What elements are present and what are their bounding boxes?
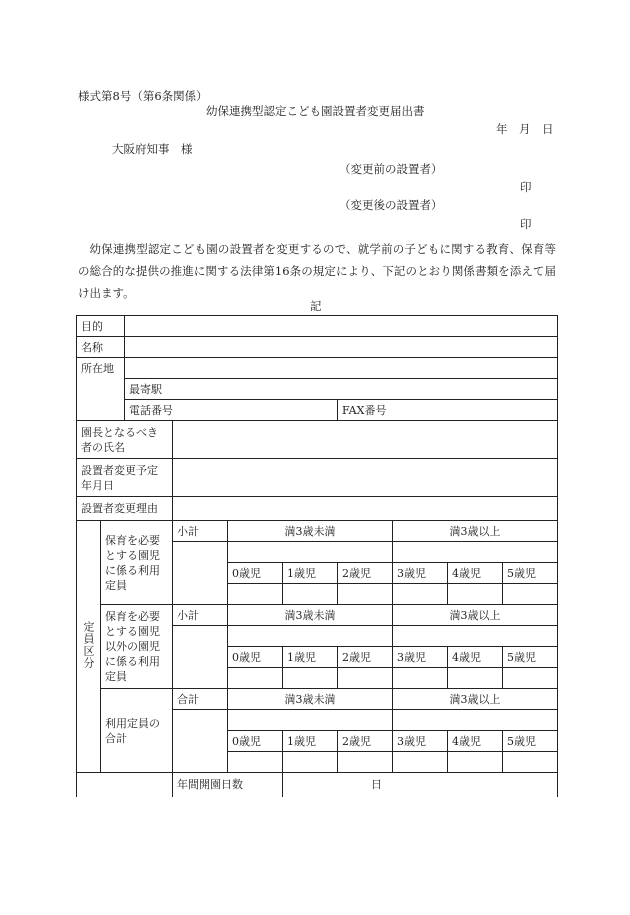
after-owner-label: （変更後の設置者） bbox=[339, 198, 443, 212]
over3-value[interactable] bbox=[393, 542, 558, 563]
age-value[interactable] bbox=[448, 752, 503, 773]
under3-value[interactable] bbox=[228, 626, 393, 647]
ki-label: 記 bbox=[310, 299, 322, 313]
open-days-field[interactable] bbox=[283, 773, 558, 797]
director-label: 園長となるべき者の氏名 bbox=[77, 421, 173, 459]
name-label: 名称 bbox=[77, 337, 125, 358]
fax-field[interactable]: FAX番号 bbox=[338, 400, 558, 421]
age0-header: 0歳児 bbox=[228, 731, 283, 752]
reason-field[interactable] bbox=[173, 497, 558, 521]
age-value[interactable] bbox=[503, 584, 558, 605]
age-value[interactable] bbox=[283, 668, 338, 689]
age3-header: 3歳児 bbox=[393, 731, 448, 752]
phone-field[interactable]: 電話番号 bbox=[125, 400, 338, 421]
addressee: 大阪府知事 様 bbox=[112, 142, 193, 156]
group2-label: 保育を必要とする園児以外の園児に係る利用定員 bbox=[101, 605, 173, 689]
age3-header: 3歳児 bbox=[393, 647, 448, 668]
reason-label: 設置者変更理由 bbox=[77, 497, 173, 521]
age-value[interactable] bbox=[393, 752, 448, 773]
age-value[interactable] bbox=[503, 752, 558, 773]
body-paragraph: 幼保連携型認定こども園の設置者を変更するので、就学前の子どもに関する教育、保育等の総合的な提供の推進に関する法律第16条の規定により、下記のとおり関係書類を添えて届け出ます。 bbox=[78, 242, 556, 300]
age2-header: 2歳児 bbox=[338, 647, 393, 668]
over3-value[interactable] bbox=[393, 626, 558, 647]
age-value[interactable] bbox=[393, 668, 448, 689]
under3-header: 満3歳未満 bbox=[228, 605, 393, 626]
age-value[interactable] bbox=[503, 668, 558, 689]
seal-mark: 印 bbox=[520, 180, 532, 194]
age-value[interactable] bbox=[283, 584, 338, 605]
capacity-category-label: 定員区分 bbox=[77, 521, 101, 773]
location-field[interactable] bbox=[125, 358, 558, 379]
age-value[interactable] bbox=[448, 668, 503, 689]
age-value[interactable] bbox=[448, 584, 503, 605]
director-field[interactable] bbox=[173, 421, 558, 459]
age0-header: 0歳児 bbox=[228, 563, 283, 584]
name-field[interactable] bbox=[125, 337, 558, 358]
age1-header: 1歳児 bbox=[283, 563, 338, 584]
age-value[interactable] bbox=[228, 752, 283, 773]
age4-header: 4歳児 bbox=[448, 731, 503, 752]
age2-header: 2歳児 bbox=[338, 731, 393, 752]
change-date-field[interactable] bbox=[173, 459, 558, 497]
total-value[interactable] bbox=[173, 710, 228, 773]
over3-header: 満3歳以上 bbox=[393, 521, 558, 542]
change-date-label: 設置者変更予定年月日 bbox=[77, 459, 173, 497]
days-unit: 日 bbox=[371, 778, 382, 792]
age-value[interactable] bbox=[228, 668, 283, 689]
subtotal-value[interactable] bbox=[173, 542, 228, 605]
age4-header: 4歳児 bbox=[448, 647, 503, 668]
age3-header: 3歳児 bbox=[393, 563, 448, 584]
purpose-field[interactable] bbox=[125, 316, 558, 337]
total-label: 合計 bbox=[173, 689, 228, 710]
over3-header: 満3歳以上 bbox=[393, 689, 558, 710]
subtotal-label: 小計 bbox=[173, 605, 228, 626]
before-owner-label: （変更前の設置者） bbox=[339, 162, 443, 176]
age1-header: 1歳児 bbox=[283, 647, 338, 668]
over3-value[interactable] bbox=[393, 710, 558, 731]
age-value[interactable] bbox=[393, 584, 448, 605]
location-label: 所在地 bbox=[77, 358, 125, 379]
age-value[interactable] bbox=[228, 584, 283, 605]
age1-header: 1歳児 bbox=[283, 731, 338, 752]
age-value[interactable] bbox=[338, 668, 393, 689]
under3-header: 満3歳未満 bbox=[228, 689, 393, 710]
group1-label: 保育を必要とする園児に係る利用定員 bbox=[101, 521, 173, 605]
group3-label: 利用定員の合計 bbox=[101, 689, 173, 773]
subtotal-label: 小計 bbox=[173, 521, 228, 542]
application-table bbox=[76, 315, 558, 797]
age0-header: 0歳児 bbox=[228, 647, 283, 668]
under3-header: 満3歳未満 bbox=[228, 521, 393, 542]
station-field[interactable]: 最寄駅 bbox=[125, 379, 558, 400]
seal-mark: 印 bbox=[520, 217, 532, 231]
purpose-label: 目的 bbox=[77, 316, 125, 337]
age2-header: 2歳児 bbox=[338, 563, 393, 584]
age-value[interactable] bbox=[283, 752, 338, 773]
under3-value[interactable] bbox=[228, 542, 393, 563]
age5-header: 5歳児 bbox=[503, 731, 558, 752]
over3-header: 満3歳以上 bbox=[393, 605, 558, 626]
subtotal-value[interactable] bbox=[173, 626, 228, 689]
under3-value[interactable] bbox=[228, 710, 393, 731]
age-value[interactable] bbox=[338, 752, 393, 773]
open-days-label: 年間開園日数 bbox=[173, 773, 283, 797]
age4-header: 4歳児 bbox=[448, 563, 503, 584]
age-value[interactable] bbox=[338, 584, 393, 605]
form-number: 様式第8号（第6条関係） bbox=[78, 89, 208, 103]
date-line: 年 月 日 bbox=[496, 122, 554, 136]
document-title: 幼保連携型認定こども園設置者変更届出書 bbox=[206, 104, 425, 118]
age5-header: 5歳児 bbox=[503, 647, 558, 668]
age5-header: 5歳児 bbox=[503, 563, 558, 584]
